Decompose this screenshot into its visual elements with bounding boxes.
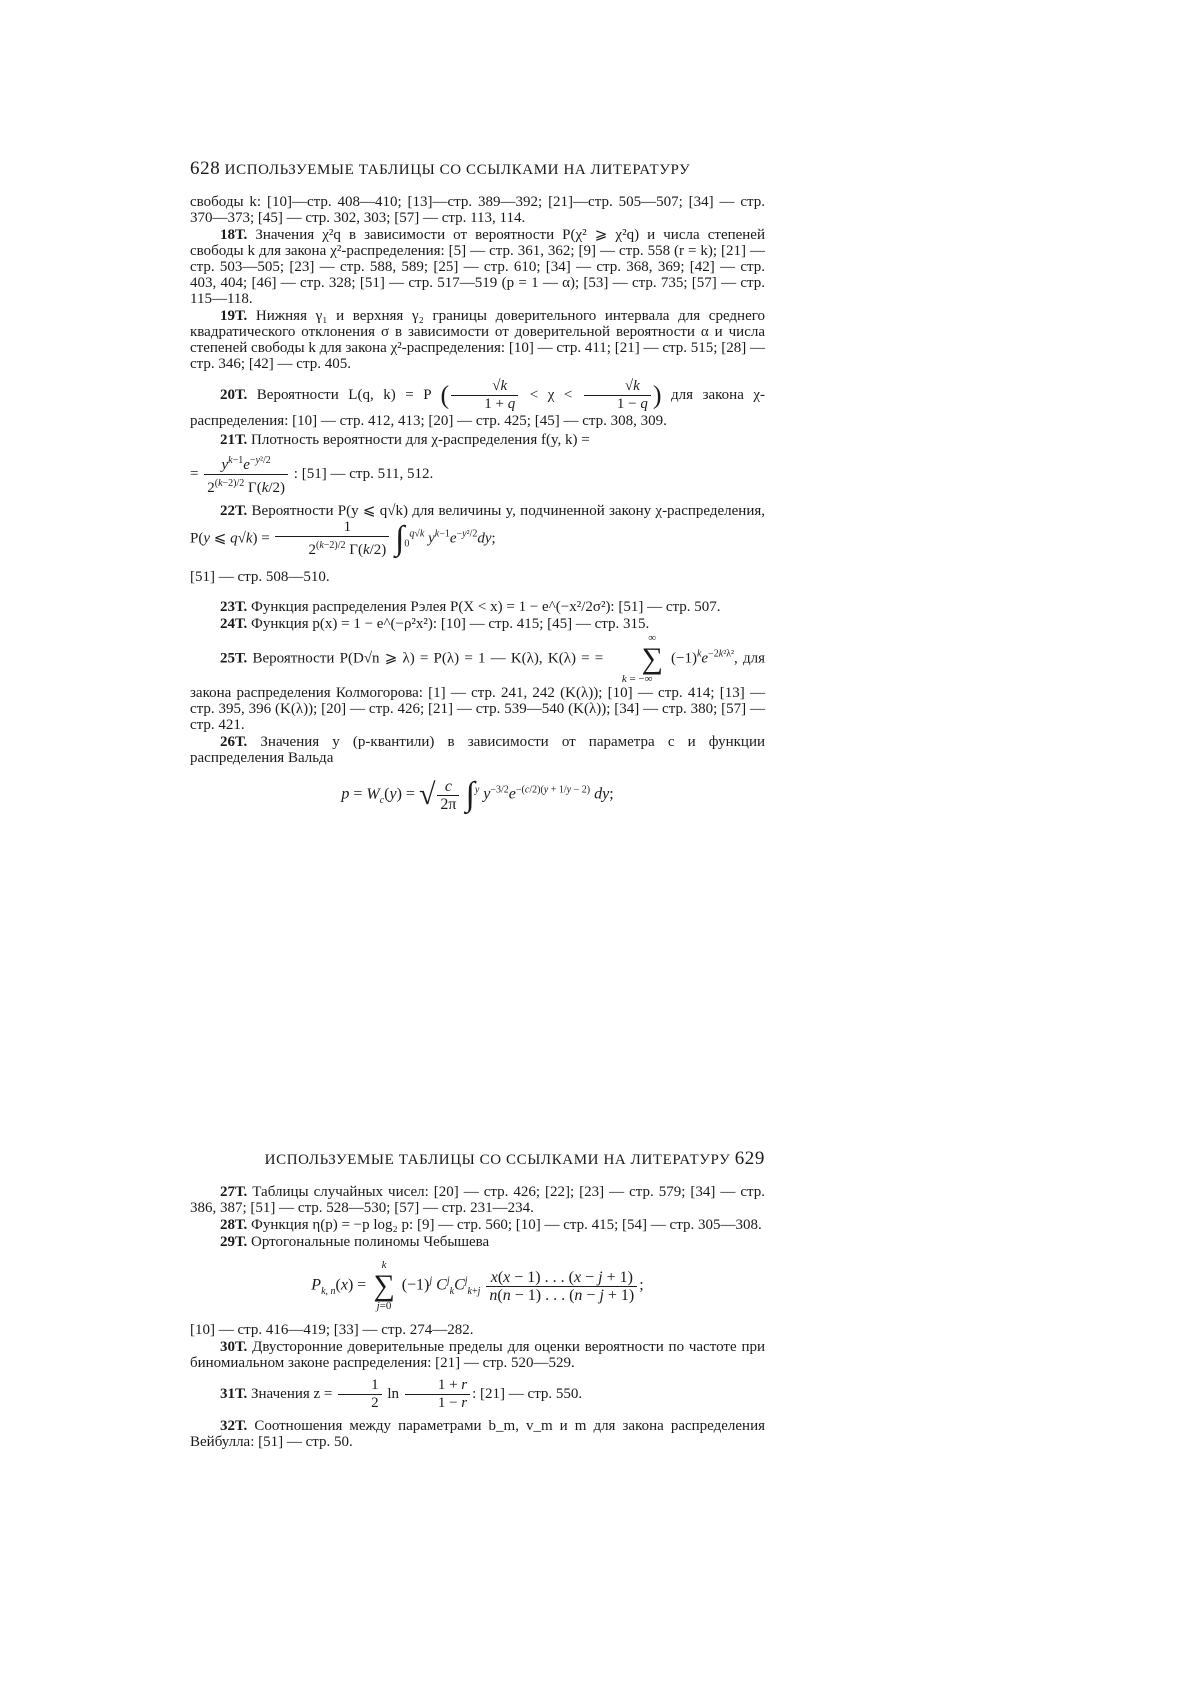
ref-29t: [10] — стр. 416—419; [33] — стр. 274—282.	[190, 1322, 474, 1338]
entry-27t: 27Т. Таблицы случайных чисел: [20] — стр. 426; [22]; [23] — стр. 579; [34] — стр. 386, 387; [51] — стр. 528—530; [57] — стр. 231—234.	[190, 1184, 766, 1216]
entry-30t: 30Т. Двусторонние доверительные пределы для оценки вероятности по частоте при биномиальном законе распределения: [21] — стр. 520—529.	[190, 1339, 765, 1371]
entry-21t: 21Т. Плотность вероятности для χ-распределения f(y, k) =	[220, 432, 590, 448]
entry-28t: 28Т. Функция η(p) = −p log₂ p: [9] — стр. 560; [10] — стр. 415; [54] — стр. 305—308.	[220, 1217, 762, 1233]
ref-22t: [51] — стр. 508—510.	[190, 569, 330, 585]
header-title: ИСПОЛЬЗУЕМЫЕ ТАБЛИЦЫ СО ССЫЛКАМИ НА ЛИТЕРАТУРУ	[224, 162, 691, 178]
page-628	[190, 158, 765, 824]
entry-26t: 26Т. Значения y (p-квантили) в зависимости от параметра c и функции распределения Вальда	[190, 734, 766, 766]
entry-23t: 23Т. Функция распределения Рэлея P(X < x) = 1 − e^(−x²/2σ²): [51] — стр. 507.	[220, 599, 721, 615]
formula-21t: = $\frac{y^{k-1}e^{-y^2/2}}{2^{(k-2)/2} \Gamma(k/2)}$ : [51] — стр. 511, 512.	[190, 452, 765, 497]
page-number: 629	[734, 1148, 765, 1169]
formula-chebyshev: $P_{k, n}(x) = k$ ∑ j=0 $(-1)^j$ $C^j_kC^j_{k+j}$ $\frac{x(x - 1) . . . (x - j + 1)}{n(n - 1) . . . (n - j + 1)}$ ;	[311, 1259, 644, 1312]
entry-25t: 25Т. Вероятности P(D√n ⩾ λ) = P(λ) = 1 — K(λ), K(λ) = = ∞ ∑ k = −∞ $(-1)^ke^{-2k^2\lambda^2}$, для закона распределения Колмогорова: [1] — стр. 241, 242 (K(λ)); [10] — стр. 414; [13] — стр. 395, 396 (K(λ)); [20] — стр. 426; [21] — стр. 539—540 (K(λ)); [34] — стр. 380; [57] — стр. 421.	[190, 632, 765, 733]
entry-19t: 19Т. Нижняя γ₁ и верхняя γ₂ границы доверительного интервала для среднего квадратического отклонения σ в зависимости от доверительной вероятности α и числа степеней свободы k для закона χ²-распределения: [10] — стр. 411; [21] — стр. 515; [28] — стр. 346; [42] — стр. 405.	[190, 308, 765, 372]
page-number: 628	[190, 158, 221, 179]
entry-32t: 32Т. Соотношения между параметрами b_m, v_m и m для закона распределения Вейбулла: [51] — стр. 50.	[190, 1418, 766, 1450]
entry-18t: 18Т. Значения χ²q в зависимости от вероятности P(χ² ⩾ χ²q) и числа степеней свободы k для закона χ²-распределения: [5] — стр. 361, 362; [9] — стр. 558 (r = k); [21] — стр. 503—505; [23] — стр. 588, 589; [25] — стр. 610; [34] — стр. 368, 369; [42] — стр. 403, 404; [46] — стр. 328; [51] — стр. 517—519 (p = 1 — α); [53] — стр. 735; [57] — стр. 115—118.	[190, 227, 765, 307]
running-header	[190, 158, 765, 180]
header-title: ИСПОЛЬЗУЕМЫЕ ТАБЛИЦЫ СО ССЫЛКАМИ НА ЛИТЕРАТУРУ	[264, 1152, 731, 1168]
entry-24t: 24Т. Функция p(x) = 1 − e^(−ρ²x²): [10] — стр. 415; [45] — стр. 315.	[220, 616, 650, 632]
entry-29t: 29Т. Ортогональные полиномы Чебышева	[220, 1234, 490, 1250]
formula-wald: $p = W_c(y)$ = √ $\frac{c}{2\pi}$ ∫$^y$ $y^{-3/2}e^{-(c/2)(y + 1/y - 2)}$ dy;	[341, 776, 614, 813]
entry-31t: 31Т. Значения z = $\frac{1}{2}$ ln $\frac{1 + r}{1 - r}$ : [21] — стр. 550.	[220, 1377, 583, 1411]
entry-20t: 20Т. Вероятности L(q, k) = P ( $\frac{√k}{1 + q}$ < χ < $\frac{√k}{1 - q}$ ) для закона χ-распределения: [10] — стр. 412, 413; [20] — стр. 425; [45] — стр. 308, 309.	[190, 378, 766, 429]
running-header	[190, 1148, 765, 1170]
intro-text: свободы k: [10]—стр. 408—410; [13]—стр. 389—392; [21]—стр. 505—507; [34] — стр. 370—373; [45] — стр. 302, 303; [57] — стр. 113, 114.	[190, 194, 765, 226]
entry-22t: 22Т. Вероятности P(y ⩽ q√k) для величины y, подчиненной закону χ-распределения, P(y ⩽ q√k) = $\frac{1}{2^{(k-2)/2} \Gamma(k/2)}$ $\int_0^{q√k}$ $y^{k-1}e^{-y^2/2}dy$;	[190, 503, 765, 558]
page-629	[190, 1148, 765, 1450]
